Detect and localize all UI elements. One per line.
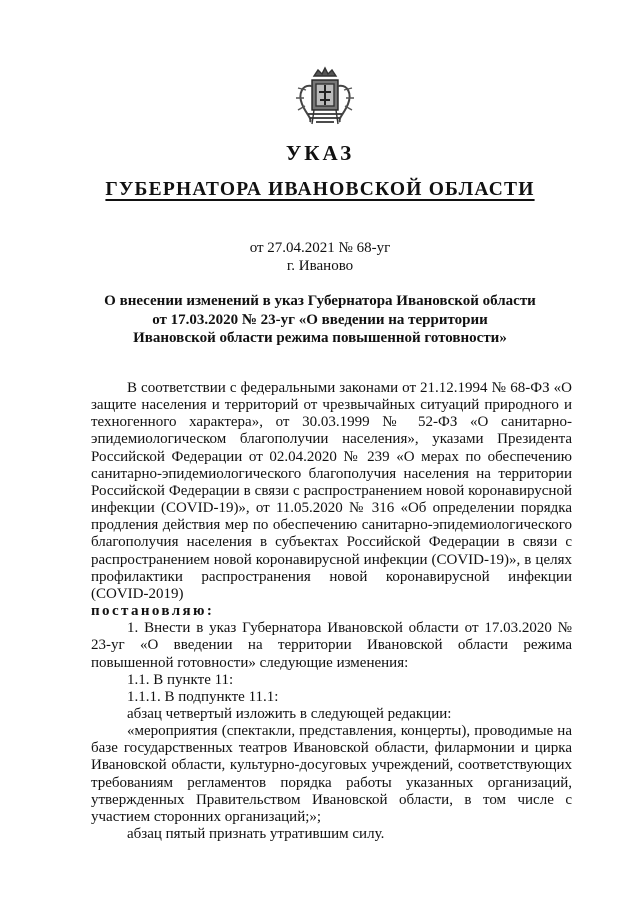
preamble-text: В соответствии с федеральными законами от 21.12.1994 № 68-ФЗ «О защите населения и территорий от чрезвычайных ситуаций природного и техногенного характера», от 30.03.1999 № 52-ФЗ «О санитарно-эпидемиологическом благополучии населения», указами Президента Российской Федерации от 02.04.2020 № 239 «О мерах по обеспечению санитарно-эпидемиологического благополучия населения на территории Российской Федерации в связи с распространением новой коронавирусной инфекции (COVID-19)», от 11.05.2020 № 316 «Об определении порядка продления действия мер по обеспечению санитарно-эпидемиологического благополучия населения в субъектах Российской Федерации в связи с распространением новой коронавирусной инфекции (COVID-19)», в целях профилактики распространения новой коронавирусной инфекции (COVID-2019) (91, 380, 572, 602)
heading-line: Ивановской области режима повышенной готовности» (133, 330, 507, 347)
quoted-new-text: «мероприятия (спектакли, представления, концерты), проводимые на базе государственных театров Ивановской области, филармонии и цирка Ивановской области, культурно-досуговых учреждений, соответствующих требованиям регламентов порядка работы указанных организаций, утвержденных Правительством Ивановской области, в том числе с участием сторонних организаций;»; (91, 723, 572, 825)
city: г. Иваново (286, 258, 354, 274)
item-1-1-1: 1.1.1. В подпункте 11.1: (127, 688, 279, 705)
coat-of-arms-icon (292, 64, 358, 130)
decree-body (91, 380, 572, 843)
paragraph-5-instruction: абзац пятый признать утратившим силу. (127, 826, 385, 843)
preamble-paragraph (91, 380, 572, 620)
heading-line: от 17.03.2020 № 23-уг «О введении на территории (152, 311, 488, 328)
decree-word: постановляю: (91, 603, 215, 620)
heading-line: О внесении изменений в указ Губернатора Ивановской области (104, 293, 536, 309)
document-type-title: УКАЗ (285, 141, 355, 165)
paragraph-4-instruction: абзац четвертый изложить в следующей редакции: (127, 705, 452, 722)
decree-heading (80, 292, 560, 348)
date-number: от 27.04.2021 № 68-уг (249, 240, 391, 256)
item-1-1: 1.1. В пункте 11: (127, 671, 234, 688)
item-1: 1. Внести в указ Губернатора Ивановской области от 17.03.2020 № 23-уг «О введении на территории Ивановской области режима повышенной готовности» следующие изменения: (91, 620, 572, 671)
issuer-title: ГУБЕРНАТОРА ИВАНОВСКОЙ ОБЛАСТИ (105, 179, 535, 200)
